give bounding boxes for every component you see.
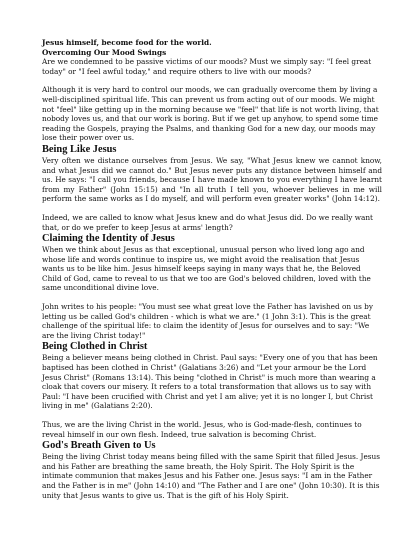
section-heading-mood-swings: Overcoming Our Mood Swings xyxy=(42,47,167,57)
paragraph: Very often we distance ourselves from Jesus. We say, "What Jesus knew we cannot know, and what Jesus did we cannot do." But Jesus never puts any distance between himself and us. He says: "I call you friends, because I have made known to you everything I have learnt from my Father" (John 15:15) and "In all truth I tell you, whoever believes in me will perform the same works as I do myself, and will perform even greater works" (John 14:12). xyxy=(42,155,382,204)
paragraph: When we think about Jesus as that exceptional, unusual person who lived long ago and whose life and words continue to inspire us, we might avoid the realisation that Jesus wants us to be like him. Jesus himself keeps saying in many ways that he, the Beloved Child of God, came to reveal to us that we too are God's beloved children, loved with the same unconditional divine love. xyxy=(42,245,371,293)
paragraph: Being a believer means being clothed in Christ. Paul says: "Every one of you that has been baptised has been clothed in Christ" (Galatians 3:26) and "Let your armour be the Lord Jesus Christ" (Romans 13:14). This being "clothed in Christ" is much more than wearing a cloak that covers our misery. It refers to a total transformation that allows us to say with Paul: "I have been crucified with Christ and yet I am alive; yet it is no longer I, but Christ living in me" (Galatians 2:20). xyxy=(42,353,378,411)
paragraph: Although it is very hard to control our moods, we can gradually overcome them by living a well-disciplined spiritual life. This can prevent us from acting out of our moods. We might not "feel" like getting up in the morning because we "feel" that life is not worth living, that nobody loves us, and that our work is boring. But if we get up anyhow, to spend some time reading the Gospels, praying the Psalms, and thanking God for a new day, our moods may lose their power over us. xyxy=(42,85,379,143)
section-heading-being-like-jesus: Being Like Jesus xyxy=(42,143,117,155)
section-heading-gods-breath: God's Breath Given to Us xyxy=(42,440,156,452)
paragraph: Thus, we are the living Christ in the world. Jesus, who is God-made-flesh, continues to reveal himself in our own flesh. Indeed, true salvation is becoming Christ. xyxy=(42,420,362,439)
paragraph: Are we condemned to be passive victims of our moods? Must we simply say: "I feel great today" or "I feel awful today," and require others to live with our moods? xyxy=(42,57,372,76)
paragraph: Indeed, we are called to know what Jesus knew and do what Jesus did. Do we really want that, or do we prefer to keep Jesus at arms' length? xyxy=(42,212,373,232)
intro-line: Jesus himself, become food for the world. xyxy=(42,38,212,47)
paragraph: John writes to his people: "You must see what great love the Father has lavished on us by letting us be called God's children - which is what we are." (1 John 3:1). This is the great challenge of the spiritual life: to claim the identity of Jesus for ourselves and to say: "We are the living Christ today!" xyxy=(42,302,373,340)
section-heading-clothed-in-christ: Being Clothed in Christ xyxy=(42,341,148,353)
paragraph: Being the living Christ today means being filled with the same Spirit that filled Jesus. Jesus and his Father are breathing the same breath, the Holy Spirit. The Holy Spirit is the intimate communion that makes Jesus and his Father one. Jesus says: "I am in the Father and the Father is in me" (John 14:10) and "The Father and I are one" (John 10:30). It is this unity that Jesus wants to give us. That is the gift of his Holy Spirit. xyxy=(42,452,380,500)
section-heading-claiming-identity: Claiming the Identity of Jesus xyxy=(42,233,175,245)
